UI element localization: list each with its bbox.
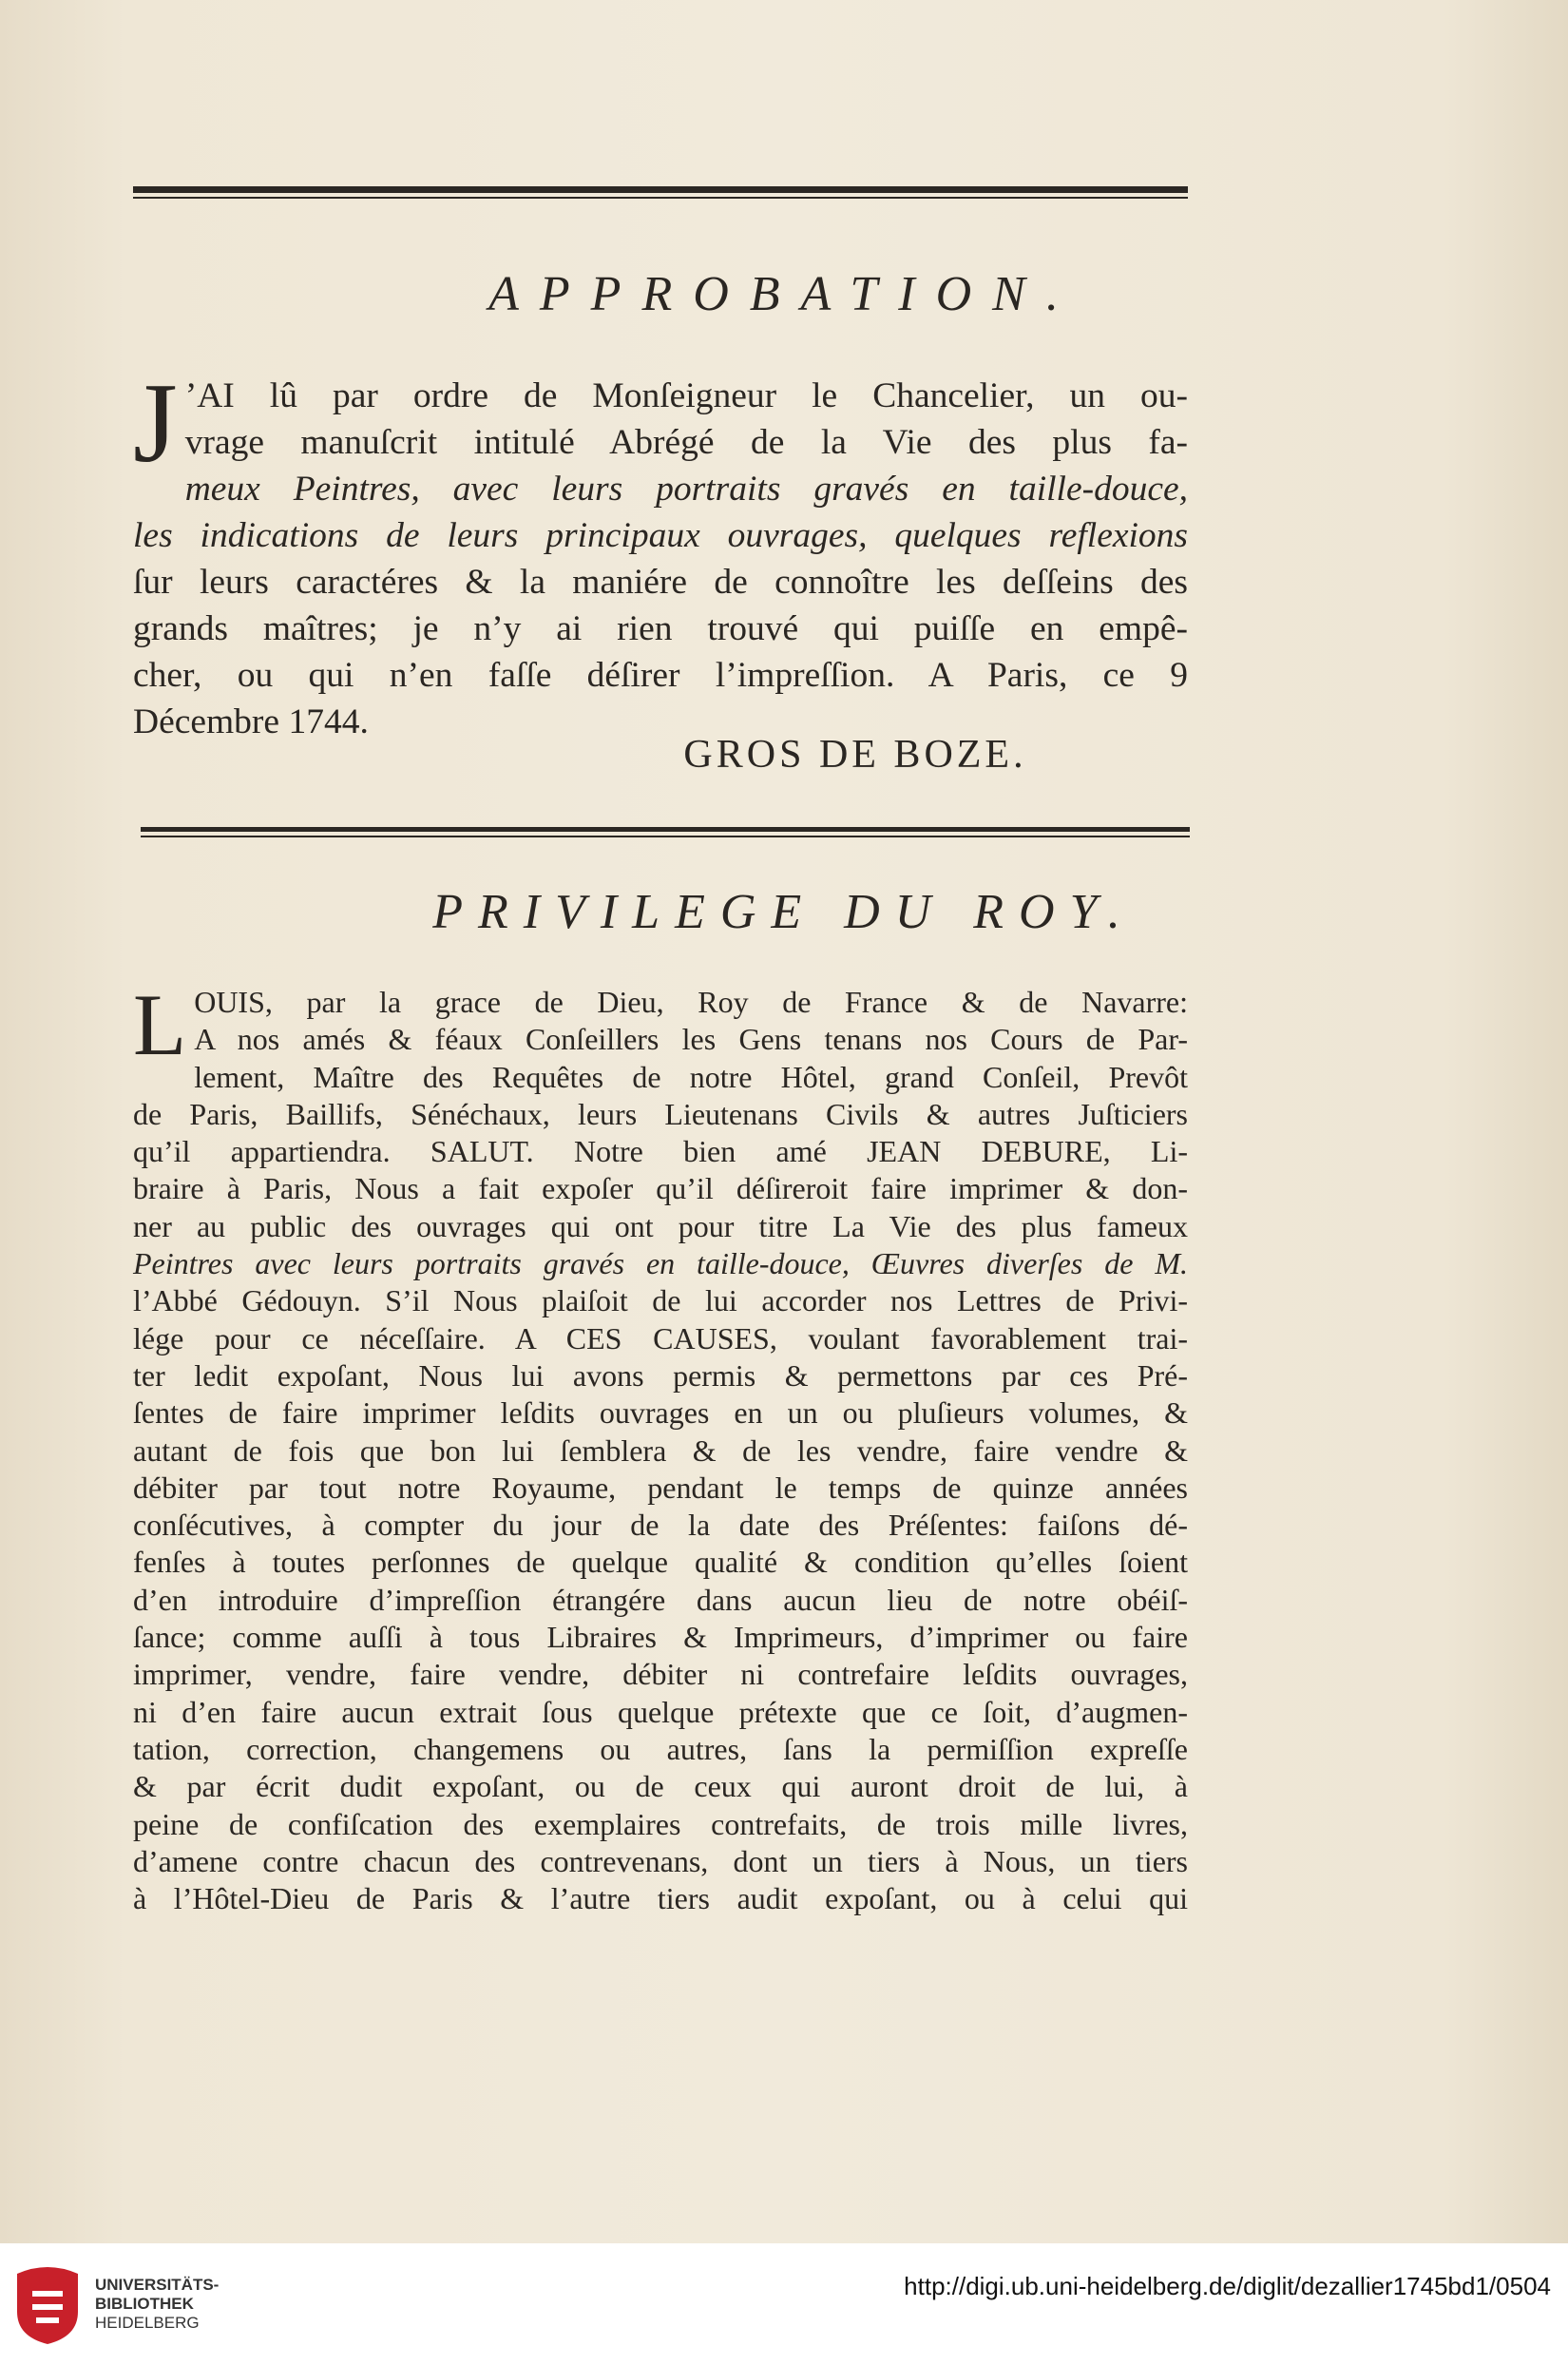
text-line: ſance; comme auſſi à tous Libraires & Imprimeurs, d’imprimer ou faire xyxy=(133,1620,1188,1655)
text-line: & par écrit dudit expoſant, ou de ceux qui auront droit de lui, à xyxy=(133,1769,1188,1804)
text-line: les indications de leurs principaux ouvrages, quelques reflexions xyxy=(133,516,1188,555)
library-name-line: HEIDELBERG xyxy=(95,2314,200,2332)
text-line: à l’Hôtel-Dieu de Paris & l’autre tiers audit expoſant, ou à celui qui xyxy=(133,1881,1188,1916)
text-line: autant de fois que bon lui ſemblera & de les vendre, faire vendre & xyxy=(133,1432,1188,1468)
text-line: A nos amés & féaux Conſeillers les Gens tenans nos Cours de Par- xyxy=(194,1022,1188,1057)
text-line: débiter par tout notre Royaume, pendant le temps de quinze années xyxy=(133,1470,1188,1505)
text-line: ni d’en faire aucun extrait ſous quelque prétexte que ce ſoit, d’augmen- xyxy=(133,1694,1188,1729)
text-line: imprimer, vendre, faire vendre, débiter ni contrefaire leſdits ouvrages, xyxy=(133,1657,1188,1692)
signature: GROS DE BOZE. xyxy=(683,733,1027,777)
library-name-line: BIBLIOTHEK xyxy=(95,2295,194,2313)
text-line: Peintres avec leurs portraits gravés en taille-douce, Œuvres diverſes de M. xyxy=(133,1246,1188,1281)
text-line: ner au public des ouvrages qui ont pour titre La Vie des plus fameux xyxy=(133,1208,1188,1243)
footer-bar xyxy=(0,2243,1568,2365)
text-line: Décembre 1744. xyxy=(133,702,369,741)
text-line: braire à Paris, Nous a fait expoſer qu’il déſireroit faire imprimer & don- xyxy=(133,1171,1188,1206)
approbation-dropcap: J xyxy=(133,359,178,486)
approbation-heading: APPROBATION. xyxy=(488,267,1080,321)
text-line: ſur leurs caractéres & la maniére de connoître les deſſeins des xyxy=(133,563,1188,602)
text-line: l’Abbé Gédouyn. S’il Nous plaiſoit de lui accorder nos Lettres de Privi- xyxy=(133,1283,1188,1318)
text-line: ter ledit expoſant, Nous lui avons permis & permettons par ces Pré- xyxy=(133,1357,1188,1393)
text-line: fenſes à toutes perſonnes de quelque qualité & condition qu’elles ſoient xyxy=(133,1545,1188,1580)
text-line: meux Peintres, avec leurs portraits gravés en taille-douce, xyxy=(184,470,1188,509)
text-line: d’en introduire d’impreſſion étrangére dans aucun lieu de notre obéiſ- xyxy=(133,1582,1188,1617)
text-line: lement, Maître des Requêtes de notre Hôtel, grand Conſeil, Prevôt xyxy=(194,1059,1188,1094)
text-line: ſentes de faire imprimer leſdits ouvrages en un ou pluſieurs volumes, & xyxy=(133,1395,1188,1431)
text-line: cher, ou qui n’en faſſe déſirer l’impreſſion. A Paris, ce 9 xyxy=(133,656,1188,695)
library-name-line: UNIVERSITÄTS- xyxy=(95,2276,220,2294)
text-line: d’amene contre chacun des contrevenans, dont un tiers à Nous, un tiers xyxy=(133,1843,1188,1878)
text-line: grands maîtres; je n’y ai rien trouvé qui puiſſe en empê- xyxy=(133,609,1188,648)
text-line: peine de confiſcation des exemplaires contrefaits, de trois mille livres, xyxy=(133,1806,1188,1841)
text-line: qu’il appartiendra. SALUT. Notre bien amé JEAN DEBURE, Li- xyxy=(133,1134,1188,1169)
text-line: lége pour ce néceſſaire. A CES CAUSES, voulant favorablement trai- xyxy=(133,1320,1188,1356)
privilege-text xyxy=(133,976,1188,1917)
source-url-link[interactable]: http://digi.ub.uni-heidelberg.de/diglit/dezallier1745bd1/0504 xyxy=(904,2272,1551,2300)
text-line: conſécutives, à compter du jour de la date des Préſentes: faiſons dé- xyxy=(133,1508,1188,1543)
library-name xyxy=(95,2276,219,2333)
text-line: tation, correction, changemens ou autres, ſans la permiſſion expreſſe xyxy=(133,1731,1188,1766)
middle-rule xyxy=(141,827,1190,837)
library-seal-icon xyxy=(13,2264,82,2346)
text-line: de Paris, Baillifs, Sénéchaux, leurs Lieutenans Civils & autres Juſticiers xyxy=(133,1096,1188,1131)
privilege-dropcap: L xyxy=(133,976,187,1073)
top-rule xyxy=(133,186,1188,199)
text-line: OUIS, par la grace de Dieu, Roy de France & de Navarre: xyxy=(194,985,1188,1019)
text-line: ’AI lû par ordre de Monſeigneur le Chancelier, un ou- xyxy=(184,376,1188,415)
privilege-heading: PRIVILEGE DU ROY. xyxy=(432,885,1136,939)
text-line: vrage manuſcrit intitulé Abrégé de la Vie des plus fa- xyxy=(184,423,1188,462)
approbation-text xyxy=(133,359,1188,745)
